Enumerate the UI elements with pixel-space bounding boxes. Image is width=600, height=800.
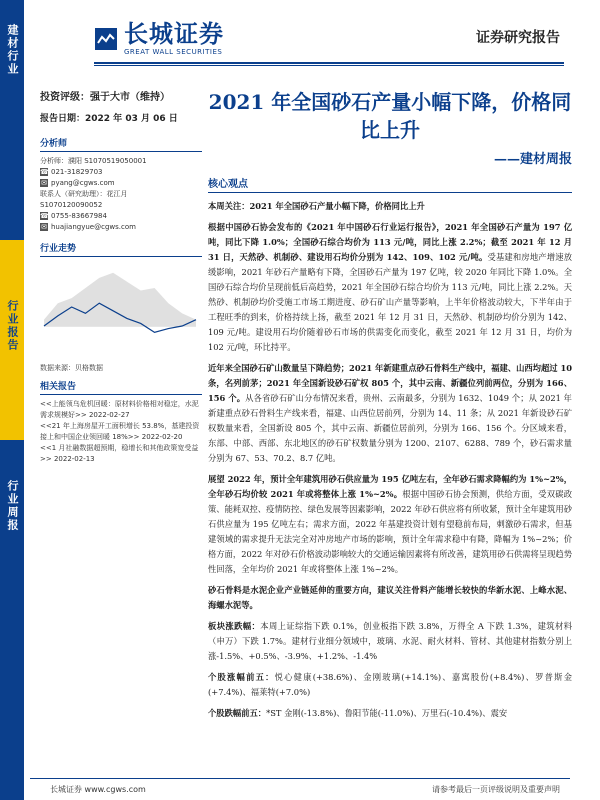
header-divider bbox=[94, 62, 564, 64]
paragraph-7: 个股跌幅前五：*ST 金刚(-13.8%)、鲁阳节能(-11.0%)、万里石(-10.4%)、震安 bbox=[208, 708, 508, 718]
paragraph-2: 近年来全国砂石矿山数量呈下降趋势；2021 年新建重点砂石骨料生产线中，福建、山西均超过 10 条，名列前茅；2021 年全国新设砂石矿权 805 个，其中云南、新疆位列前两位，分别为 166、156 个。从各省砂石矿山分布情况来看，贵州、云南最多，分别为 1632、1049 个；从 2021 年新建重点砂石骨料生产线来看，福建、山西位居前列，分别为 14、11 条；从 2021 年新设砂石矿权数量来看，全国新设 805 个，其中云南、新疆位居前列，分别为 166、156 个。分区域来看，东部、中部、西部、东北地区的砂石矿权数量分别为 1200、2107、6288、789 个，砂石需求量分别为 67、53、70.2、8.7 亿吨。 bbox=[208, 363, 572, 463]
analyst-line: 分析师：濮阳 S1070519050001 bbox=[40, 157, 147, 165]
email-icon: ✉ bbox=[41, 223, 47, 231]
logo-cn: 长城证券 bbox=[124, 20, 224, 48]
report-type-label: 证券研究报告 bbox=[476, 30, 560, 46]
footer-url[interactable]: 长城证券 www.cgws.com bbox=[50, 785, 146, 794]
analyst-phone: ☎ 021-31829703 bbox=[40, 168, 103, 176]
paragraph-5: 板块涨跌幅：本周上证综指下跌 0.1%，创业板指下跌 3.8%，万得全 A 下跌 1.3%，建筑材料（申万）下跌 1.7%。建材行业细分领域中，玻璃、水泥、耐火材料、管材、其他建材指数分别上涨-1.5%、+0.5%、-3.9%、+1.2%、-1.4% bbox=[208, 621, 572, 661]
paragraph-4: 砂石骨料是水泥企业产业链延伸的重要方向，建议关注骨料产能增长较快的华新水泥、上峰水泥、海螺水泥等。 bbox=[208, 585, 572, 610]
paragraph-1: 根据中国砂石协会发布的《2021 年中国砂石行业运行报告》，2021 年全国砂石产量为 197 亿吨，同比下降 1.0%；全国砂石综合均价为 113 元/吨，同比上涨 2.2%；截至 2021 年 12 月 31 日，天然砂、机制砂、建设用石均价分别为 142、109、102 元/吨。受基建和房地产增速放缓影响，2021 年砂石产量略有下降，全国砂石产量为 197 亿吨，较 2020 年同比下降 1.0%。全国砂石综合均价呈现前低后高趋势，2021 年全国砂石综合均价为 113 元/吨，同比上涨 2.2%。天然砂、机制砂均价受施工市场工期进度、砂石矿山产量等影响，上半年价格波动较大，下半年由于工程旺季的到来，价格持续上扬，截至 2021 年 12 月 31 日，天然砂、机制砂均价分别为 142、109 元/吨。建设用石均价随着砂石市场的供需变化而变化，截至 2021 年 12 月 31 日，均价为 102 元/吨，环比持平。 bbox=[208, 222, 572, 352]
sidebar-label-industry: 建材行业 bbox=[6, 24, 19, 76]
investment-rating: 投资评级：强于大市（维持） bbox=[40, 92, 170, 103]
related-report-item[interactable]: <<21 年上海房屋开工面积增长 53.8%，基建投资接上和中国企业领回暖 18%>> 2022-02-20 bbox=[40, 422, 200, 441]
paragraph-3: 展望 2022 年，预计全年建筑用砂石供应量为 195 亿吨左右，全年砂石需求降幅约为 1%~2%，全年砂石均价较 2021 年或将整体上涨 1%~2%。根据中国砂石协会预测，供给方面，受双碳政策、能耗双控、疫情防控、绿色发展等因素影响，2022 年砂石供应将有所收紧，预计全年建筑用砂石供应量为 195 亿吨左右；需求方面，2022 年基建投资计划有望稳前布局，刺激砂石需求，但基建领域的需求提升无法完全对冲房地产市场的影响，预计全年需求稳中有降，降幅为 1%~2%；价格方面，2022 年对砂石价格波动影响较大的交通运输因素将有所改善，建筑用砂石供需将呈现趋势性回落，全年均价 2021 年或将整体上涨 1%~2%。 bbox=[208, 474, 572, 574]
assistant-email[interactable]: ✉ huajiangyue@cgws.com bbox=[41, 223, 136, 231]
trend-heading: 行业走势 bbox=[40, 241, 202, 257]
sidebar bbox=[0, 0, 24, 800]
focus-paragraph: 本周关注：2021 年全国砂石产量小幅下降，价格同比上升 bbox=[208, 201, 425, 211]
report-title: 2021 年全国砂石产量小幅下降，价格同比上升 bbox=[208, 90, 572, 142]
related-reports bbox=[40, 399, 202, 465]
assistant-phone: ☎ 0755-83667984 bbox=[40, 212, 107, 220]
paragraph-6: 个股涨幅前五：悦心健康(+38.6%)、金刚玻璃(+14.1%)、嘉寓股份(+8.4%)、罗普斯金(+7.4%)、福莱特(+7.0%) bbox=[208, 672, 572, 697]
related-report-item[interactable]: <<上能领乌危机回暖：原材料价格相对稳定，水泥需求规模好>> 2022-02-27 bbox=[40, 400, 199, 419]
assistant-id: S1070120090052 bbox=[40, 201, 103, 209]
analyst-info bbox=[40, 156, 202, 233]
core-view-heading: 核心观点 bbox=[208, 175, 572, 193]
email-icon: ✉ bbox=[41, 179, 47, 187]
sidebar-segment-report bbox=[0, 240, 24, 440]
header-divider-thin bbox=[94, 65, 564, 66]
report-subtitle: ——建材周报 bbox=[493, 152, 572, 167]
industry-trend-chart bbox=[40, 265, 200, 355]
report-date: 报告日期：2022 年 03 月 06 日 bbox=[40, 114, 178, 124]
chart-series-area bbox=[44, 273, 196, 326]
logo bbox=[94, 22, 224, 56]
phone-icon: ☎ bbox=[40, 168, 49, 176]
related-report-item[interactable]: <<1 月社融数据超预期，稳增长和其他政策宽受益>> 2022-02-13 bbox=[40, 444, 199, 463]
sidebar-label-report: 行业报告 bbox=[6, 300, 19, 352]
left-column bbox=[40, 88, 202, 465]
logo-en: GREAT WALL SECURITIES bbox=[124, 48, 223, 56]
header bbox=[24, 0, 600, 78]
analyst-email[interactable]: ✉ pyang@cgws.com bbox=[41, 179, 115, 187]
great-wall-logo-icon bbox=[94, 27, 118, 51]
analyst-heading: 分析师 bbox=[40, 136, 202, 152]
phone-icon: ☎ bbox=[40, 212, 49, 220]
main-column bbox=[208, 88, 572, 721]
assistant-line: 联系人（研究助理）：花江月 bbox=[40, 190, 128, 198]
footer bbox=[30, 778, 570, 799]
sidebar-segment-weekly bbox=[0, 440, 24, 800]
footer-note: 请参考最后一页评级说明及重要声明 bbox=[432, 785, 560, 794]
related-heading: 相关报告 bbox=[40, 379, 202, 395]
chart-source: 数据来源：贝格数据 bbox=[40, 364, 103, 372]
sidebar-label-weekly: 行业周报 bbox=[6, 480, 19, 532]
sidebar-segment-industry bbox=[0, 0, 24, 240]
